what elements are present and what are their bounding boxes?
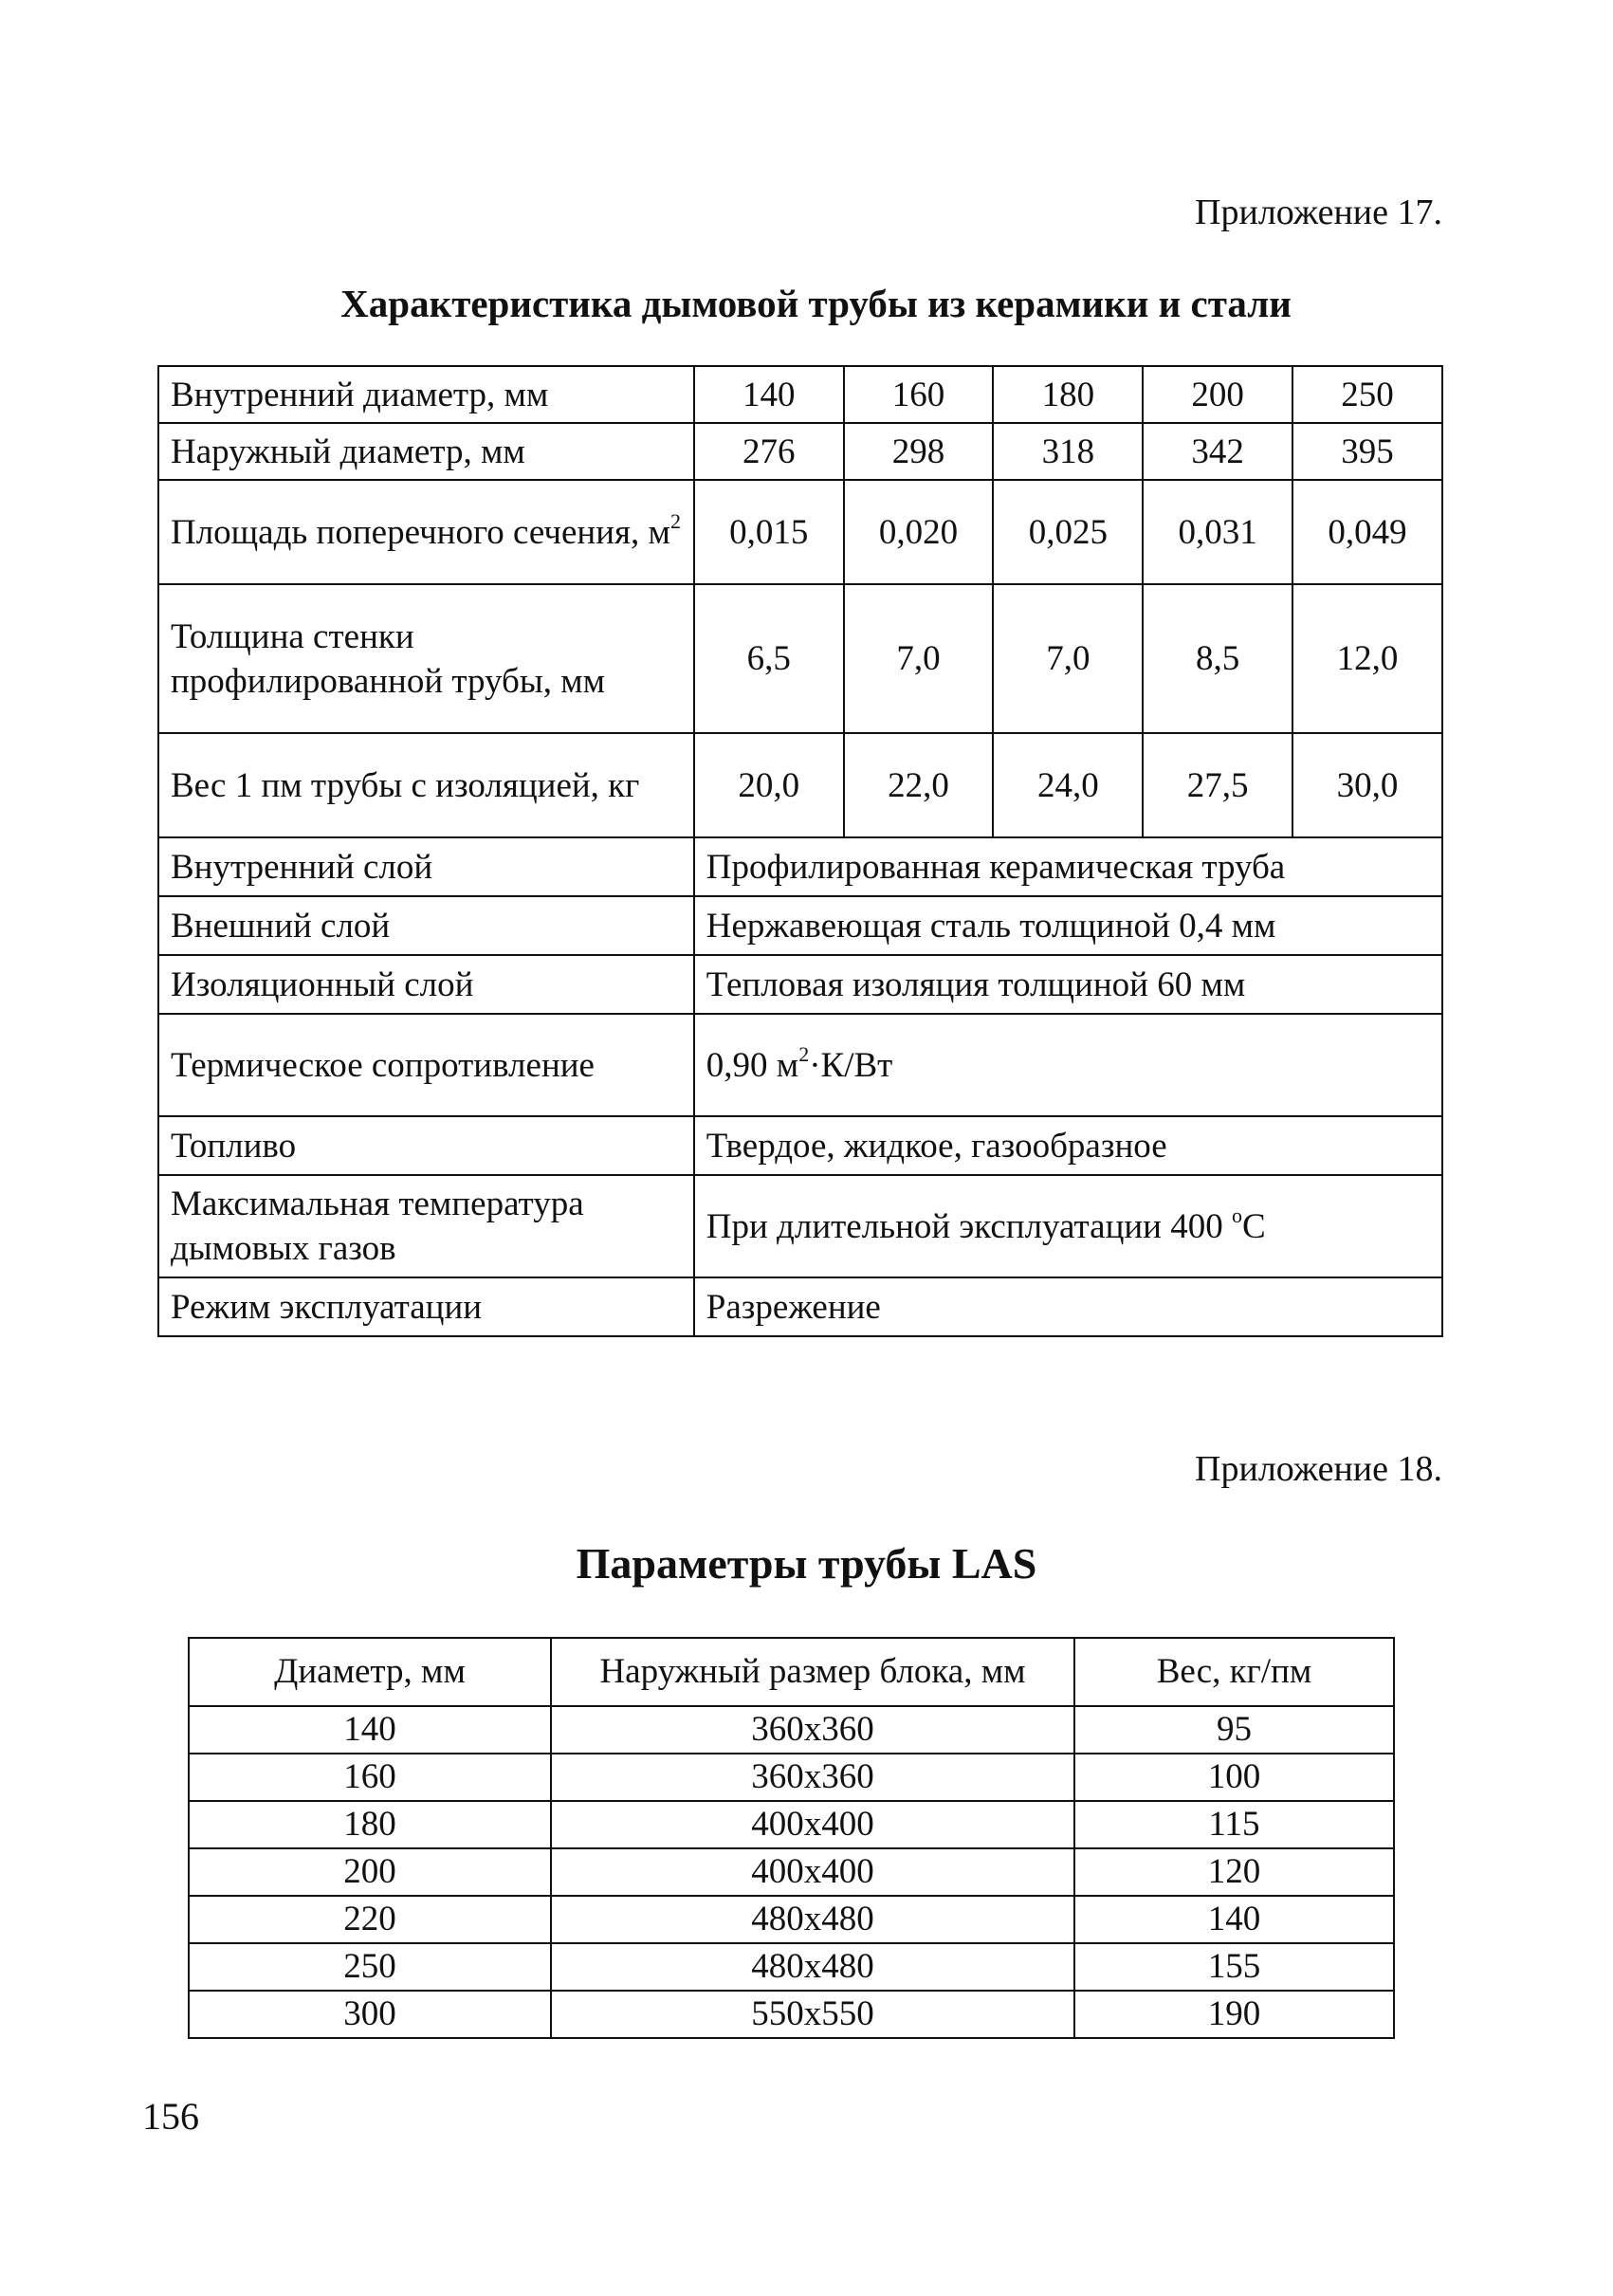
table-row <box>158 896 1442 955</box>
cell: 24,0 <box>993 733 1143 837</box>
cell <box>694 1175 1442 1277</box>
cell: 250 <box>189 1943 551 1991</box>
table-header-row <box>189 1638 1394 1706</box>
cell: 12,0 <box>1292 584 1442 733</box>
row-label: Внешний слой <box>158 896 694 955</box>
cell: 7,0 <box>993 584 1143 733</box>
table-row <box>189 1754 1394 1801</box>
table-row <box>158 1014 1442 1116</box>
table-row <box>189 1991 1394 2038</box>
row-label: Внутренний диаметр, мм <box>158 366 694 423</box>
superscript: 2 <box>669 508 681 533</box>
table-row <box>158 1277 1442 1336</box>
cell: 480x480 <box>551 1943 1074 1991</box>
cell: 140 <box>694 366 844 423</box>
table-row <box>158 1116 1442 1175</box>
cell: 318 <box>993 423 1143 480</box>
cell: 276 <box>694 423 844 480</box>
table-row <box>158 584 1442 733</box>
cell: 8,5 <box>1143 584 1292 733</box>
value-text: При длительной эксплуатации 400 <box>706 1206 1232 1246</box>
value-text: С <box>1241 1206 1266 1246</box>
cell: Профилированная керамическая труба <box>694 837 1442 896</box>
cell: 360x360 <box>551 1754 1074 1801</box>
cell: 550x550 <box>551 1991 1074 2038</box>
table-row <box>158 1175 1442 1277</box>
value-text: ·К/Вт <box>809 1045 893 1085</box>
cell: 220 <box>189 1896 551 1943</box>
cell: 22,0 <box>844 733 994 837</box>
cell: 30,0 <box>1292 733 1442 837</box>
cell: 180 <box>189 1801 551 1848</box>
table-row <box>158 955 1442 1014</box>
cell: 360x360 <box>551 1706 1074 1754</box>
row-label: Термическое сопротивление <box>158 1014 694 1116</box>
column-header: Вес, кг/пм <box>1074 1638 1394 1706</box>
cell: 160 <box>189 1754 551 1801</box>
table-row <box>158 733 1442 837</box>
cell: 0,049 <box>1292 480 1442 584</box>
cell: 155 <box>1074 1943 1394 1991</box>
cell: 0,031 <box>1143 480 1292 584</box>
row-label: Режим эксплуатации <box>158 1277 694 1336</box>
cell: 342 <box>1143 423 1292 480</box>
cell: 300 <box>189 1991 551 2038</box>
row-label <box>158 480 694 584</box>
cell: 140 <box>189 1706 551 1754</box>
value-text: 0,90 м <box>706 1045 799 1085</box>
cell: 95 <box>1074 1706 1394 1754</box>
cell: 400x400 <box>551 1801 1074 1848</box>
cell: 160 <box>844 366 994 423</box>
table-row <box>158 480 1442 584</box>
table-row <box>158 837 1442 896</box>
table-row <box>189 1896 1394 1943</box>
cell: 115 <box>1074 1801 1394 1848</box>
table-17-title: Характеристика дымовой трубы из керамики и стали <box>340 282 1292 325</box>
table-row <box>158 366 1442 423</box>
table-body <box>189 1706 1394 2038</box>
chimney-characteristics-table <box>157 365 1443 1337</box>
las-pipe-parameters-table <box>188 1637 1395 2039</box>
table-row <box>189 1706 1394 1754</box>
row-label: Изоляционный слой <box>158 955 694 1014</box>
appendix-18-label: Приложение 18. <box>1195 1449 1442 1489</box>
cell: Разрежение <box>694 1277 1442 1336</box>
cell <box>694 1014 1442 1116</box>
table-row <box>158 423 1442 480</box>
cell: 140 <box>1074 1896 1394 1943</box>
row-label: Вес 1 пм трубы с изоляцией, кг <box>158 733 694 837</box>
cell: 27,5 <box>1143 733 1292 837</box>
superscript: 2 <box>798 1041 810 1066</box>
cell: 0,020 <box>844 480 994 584</box>
cell: 100 <box>1074 1754 1394 1801</box>
column-header: Наружный размер блока, мм <box>551 1638 1074 1706</box>
row-label: Толщина стенки профилированной трубы, мм <box>158 584 694 733</box>
cell: Нержавеющая сталь толщиной 0,4 мм <box>694 896 1442 955</box>
table-row <box>189 1848 1394 1896</box>
table-row <box>189 1943 1394 1991</box>
cell: 120 <box>1074 1848 1394 1896</box>
cell: 180 <box>993 366 1143 423</box>
cell: 395 <box>1292 423 1442 480</box>
row-label: Топливо <box>158 1116 694 1175</box>
cell: Тепловая изоляция толщиной 60 мм <box>694 955 1442 1014</box>
cell: 200 <box>189 1848 551 1896</box>
appendix-17-label: Приложение 17. <box>1195 193 1442 232</box>
table-row <box>189 1801 1394 1848</box>
cell: 298 <box>844 423 994 480</box>
cell: 0,025 <box>993 480 1143 584</box>
cell: 250 <box>1292 366 1442 423</box>
cell: 400x400 <box>551 1848 1074 1896</box>
cell: 190 <box>1074 1991 1394 2038</box>
label-text: Площадь поперечного сечения, м <box>171 512 670 552</box>
page-number: 156 <box>142 2095 199 2138</box>
cell: Твердое, жидкое, газообразное <box>694 1116 1442 1175</box>
row-label: Наружный диаметр, мм <box>158 423 694 480</box>
row-label: Внутренний слой <box>158 837 694 896</box>
cell: 6,5 <box>694 584 844 733</box>
cell: 480x480 <box>551 1896 1074 1943</box>
table-18-title: Параметры трубы LAS <box>576 1539 1037 1588</box>
cell: 0,015 <box>694 480 844 584</box>
cell: 200 <box>1143 366 1292 423</box>
cell: 20,0 <box>694 733 844 837</box>
column-header: Диаметр, мм <box>189 1638 551 1706</box>
row-label: Максимальная температура дымовых газов <box>158 1175 694 1277</box>
superscript: о <box>1231 1203 1242 1227</box>
cell: 7,0 <box>844 584 994 733</box>
